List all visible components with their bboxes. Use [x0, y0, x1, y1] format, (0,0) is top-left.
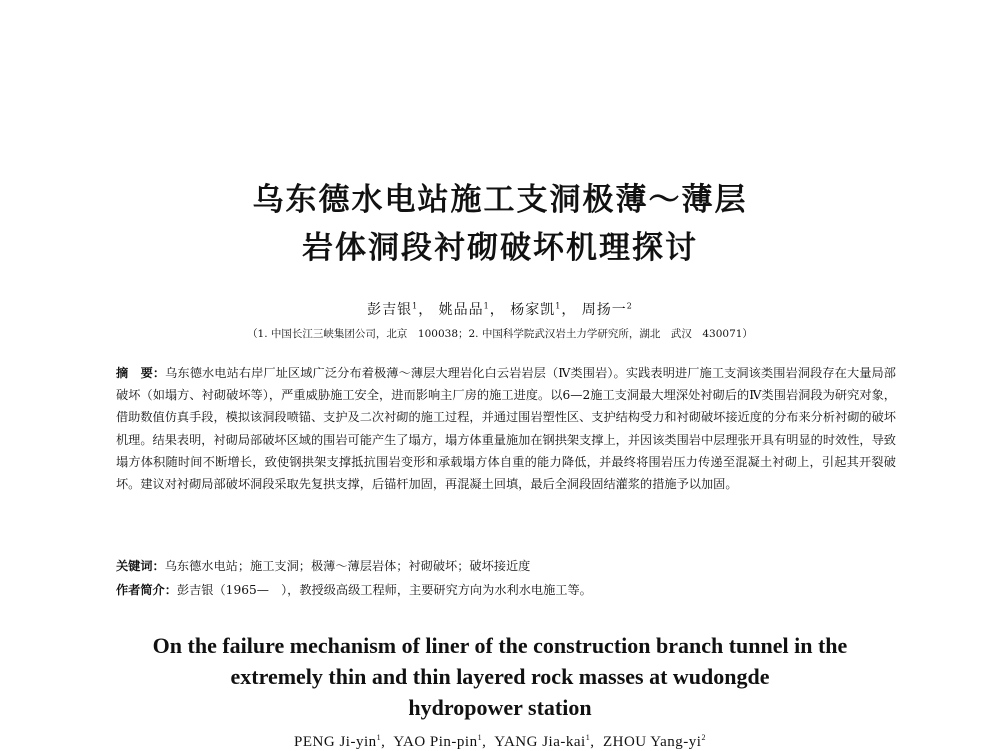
- author-name-en: PENG Ji-yin: [294, 734, 377, 750]
- author-name: 姚品品: [438, 302, 484, 318]
- author-bio: [116, 581, 896, 598]
- title-en-line-2: extremely thin and thin layered rock masses at wudongde: [230, 664, 770, 689]
- author-name: 周扬一: [581, 302, 627, 318]
- author-sup: 1: [376, 733, 382, 742]
- abstract-text: 乌东德水电站右岸厂址区域广泛分布着极薄～薄层大理岩化白云岩岩层（Ⅳ类围岩）。实践表明进厂施工支洞该类围岩洞段存在大量局部破坏（如塌方、衬砌破坏等），严重威胁施工安全，进而影响主厂房的施工进度。以6—2施工支洞最大埋深处衬砌后的Ⅳ类围岩洞段为研究对象，借助数值仿真手段，模拟该洞段喷锚、支护及二次衬砌的施工过程，并通过围岩塑性区、支护结构受力和衬砌破坏接近度的分布来分析衬砌的破坏机理。结果表明，衬砌局部破坏区域的围岩可能产生了塌方，塌方体重量施加在钢拱架支撑上，并因该类围岩中层理张开具有明显的时效性，导致塌方体积随时间不断增长，致使钢拱架支撑抵抗围岩变形和承载塌方体自重的能力降低，并最终将围岩压力传递至混凝土衬砌上，引起其开裂破坏。建议对衬砌局部破坏洞段采取先复拱支撑，后锚杆加固，再混凝土回填，最后全洞段固结灌浆的措施予以加固。: [116, 366, 896, 492]
- title-en-line-3: hydropower station: [408, 695, 592, 720]
- author-sup: 2: [626, 301, 633, 311]
- author-list-cn: 彭吉银$^1$， 姚品品$^1$， 杨家凯$^1$， 周扬一$^2$: [367, 301, 633, 318]
- author-sup: 1: [585, 733, 591, 742]
- author-sup: 2: [701, 733, 706, 742]
- title-cn-line-2: 岩体洞段衬砌破坏机理探讨: [302, 230, 698, 266]
- author-sup: 1: [412, 301, 419, 311]
- author-sup: 1: [483, 301, 490, 311]
- author-name-en: ZHOU Yang-yi: [602, 734, 702, 750]
- affiliation: （1. 中国长江三峡集团公司，北京 100038；2. 中国科学院武汉岩土力学研究所，湖北 武汉 430071）: [247, 328, 753, 340]
- title-en-line-1: On the failure mechanism of liner of the construction branch tunnel in the: [152, 633, 848, 658]
- bio-text: 彭吉银（1965— ），教授级高级工程师，主要研究方向为水利水电施工等。: [176, 583, 592, 597]
- keywords-label: 关键词：: [116, 559, 165, 573]
- author-name-en: YAO Pin-pin: [393, 734, 478, 750]
- keywords-text: 乌东德水电站；施工支洞；极薄～薄层岩体；衬砌破坏；破坏接近度: [164, 559, 531, 573]
- author-name: 杨家凯: [510, 302, 556, 318]
- abstract: [116, 362, 896, 495]
- author-sup: 1: [477, 733, 483, 742]
- abstract-label: 摘 要：: [116, 366, 166, 380]
- keywords: [116, 557, 896, 574]
- author-sup: 1: [555, 301, 562, 311]
- title-cn-line-1: 乌东德水电站施工支洞极薄～薄层: [252, 182, 748, 218]
- bio-label: 作者简介：: [116, 583, 177, 597]
- author-list-en: PENG Ji-yin$^1$, YAO Pin-pin$^1$, YANG Jia-kai$^1$, ZHOU Yang-$yi^2$: [294, 733, 706, 750]
- author-name: 彭吉银: [367, 302, 413, 318]
- author-name-en: YANG Jia-kai: [494, 734, 586, 750]
